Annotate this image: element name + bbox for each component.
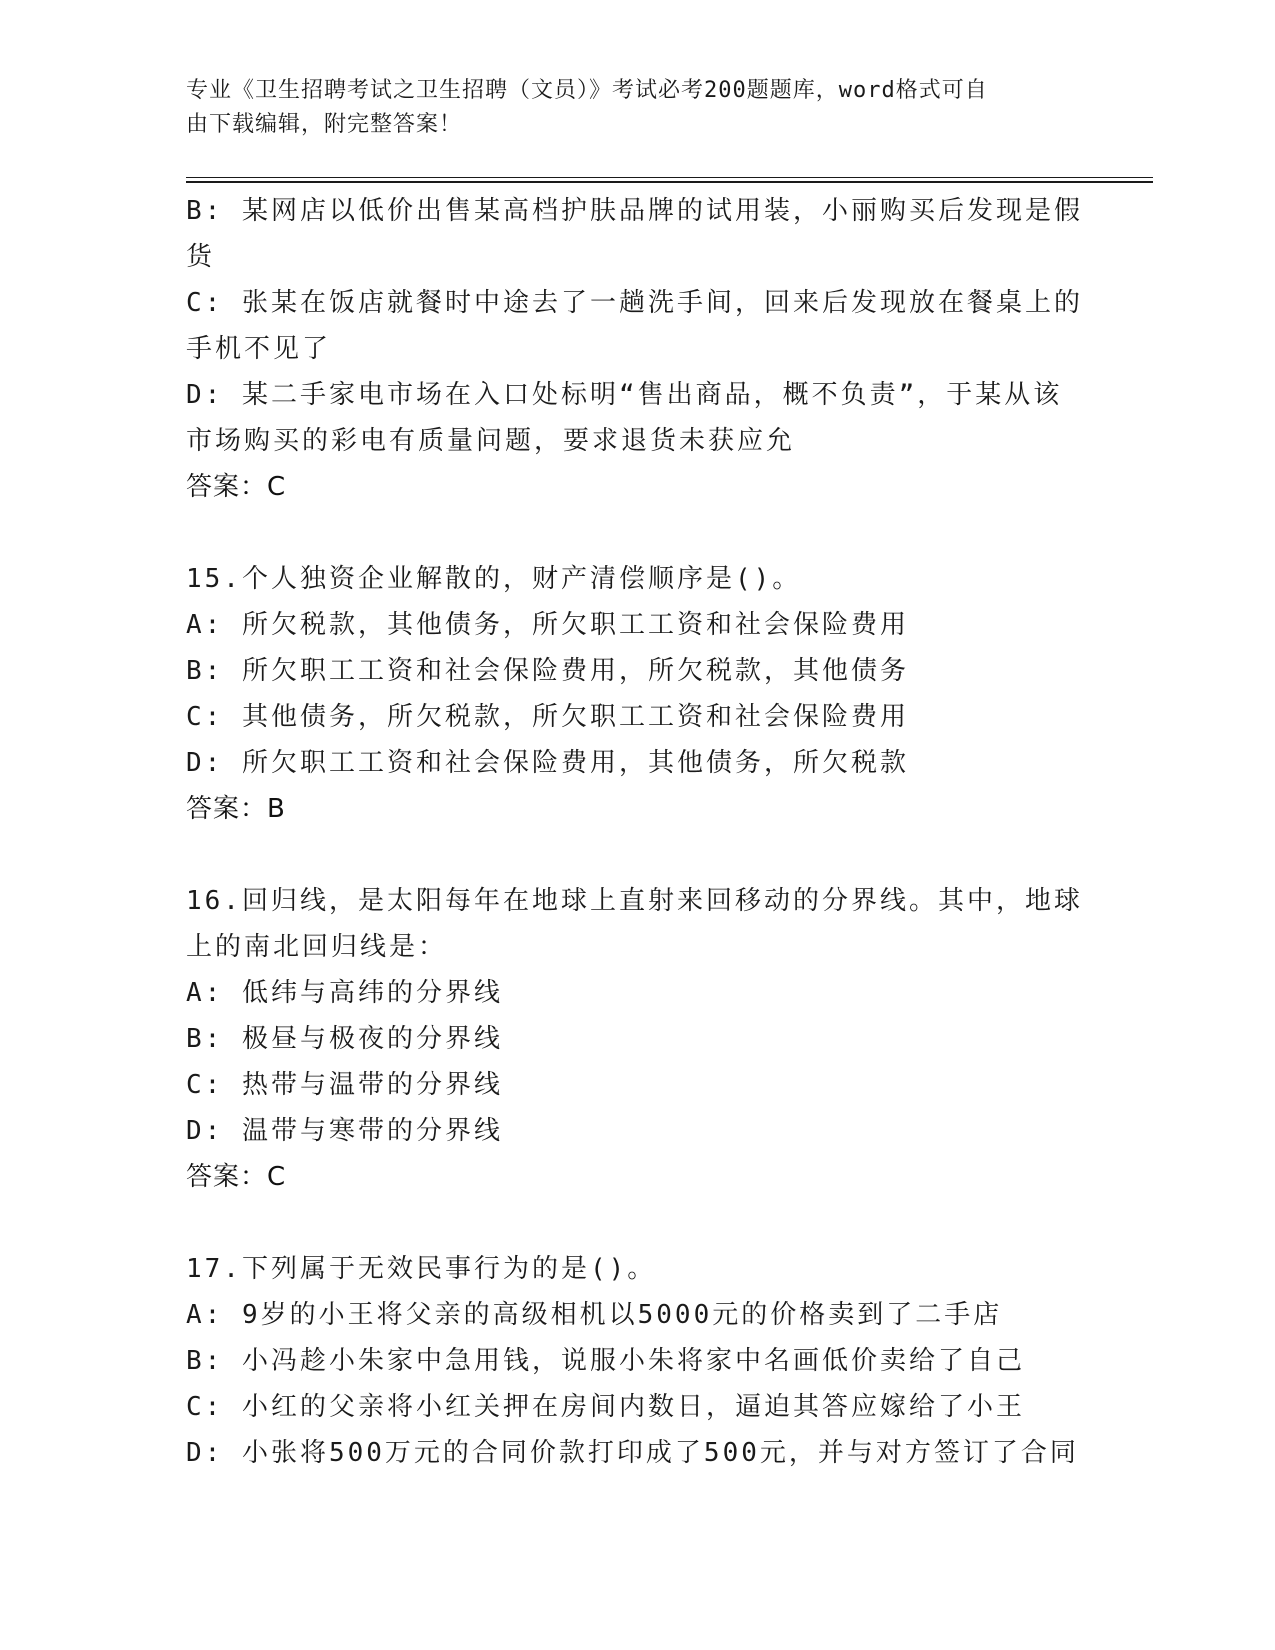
question-15-option-c: C: 其他债务，所欠税款，所欠职工工资和社会保险费用 [186, 702, 909, 732]
question-15-option-d: D: 所欠职工工资和社会保险费用，其他债务，所欠税款 [186, 748, 909, 778]
header-title-line-1: 专业《卫生招聘考试之卫生招聘（文员）》考试必考200题题库，word格式可自 [186, 78, 988, 103]
question-15 [186, 556, 1086, 832]
option-d-line-1: D: 某二手家电市场在入口处标明“售出商品，概不负责”，于某从该 [186, 380, 1063, 410]
question-17-option-d: D: 小张将500万元的合同价款打印成了500元，并与对方签订了合同 [186, 1438, 1079, 1468]
header-divider-thick [186, 181, 1153, 183]
header-divider-thin [186, 177, 1153, 178]
answer-16: 答案：C [186, 1162, 287, 1192]
option-c-line-2: 手机不见了 [186, 334, 332, 364]
spacer [186, 510, 1086, 556]
header-title-line-2: 由下载编辑，附完整答案！ [186, 112, 463, 137]
answer-15: 答案：B [186, 794, 286, 824]
question-15-option-a: A: 所欠税款，其他债务，所欠职工工资和社会保险费用 [186, 610, 909, 640]
question-16 [186, 878, 1086, 1200]
spacer [186, 1200, 1086, 1246]
document-header [186, 74, 1086, 142]
document-body [186, 188, 1086, 1476]
question-16-option-a: A: 低纬与高纬的分界线 [186, 978, 503, 1008]
question-16-text-line-1: 16.回归线，是太阳每年在地球上直射来回移动的分界线。其中，地球 [186, 886, 1083, 916]
question-16-option-b: B: 极昼与极夜的分界线 [186, 1024, 503, 1054]
option-c-line-1: C: 张某在饭店就餐时中途去了一趟洗手间，回来后发现放在餐桌上的 [186, 288, 1083, 318]
option-b-line-1: B: 某网店以低价出售某高档护肤品牌的试用装，小丽购买后发现是假 [186, 196, 1083, 226]
question-14-options [186, 188, 1086, 510]
question-16-option-c: C: 热带与温带的分界线 [186, 1070, 503, 1100]
question-15-text: 15.个人独资企业解散的，财产清偿顺序是()。 [186, 564, 802, 594]
option-b-line-2: 货 [186, 242, 216, 272]
question-17-option-b: B: 小冯趁小朱家中急用钱，说服小朱将家中名画低价卖给了自己 [186, 1346, 1025, 1376]
question-17-option-a: A: 9岁的小王将父亲的高级相机以5000元的价格卖到了二手店 [186, 1300, 1003, 1330]
question-17-text: 17.下列属于无效民事行为的是()。 [186, 1254, 657, 1284]
answer-14: 答案：C [186, 472, 287, 502]
question-17 [186, 1246, 1086, 1476]
question-16-option-d: D: 温带与寒带的分界线 [186, 1116, 503, 1146]
question-16-text-line-2: 上的南北回归线是： [186, 932, 448, 962]
spacer [186, 832, 1086, 878]
option-d-line-2: 市场购买的彩电有质量问题，要求退货未获应允 [186, 426, 796, 456]
question-17-option-c: C: 小红的父亲将小红关押在房间内数日，逼迫其答应嫁给了小王 [186, 1392, 1025, 1422]
question-15-option-b: B: 所欠职工工资和社会保险费用，所欠税款，其他债务 [186, 656, 909, 686]
